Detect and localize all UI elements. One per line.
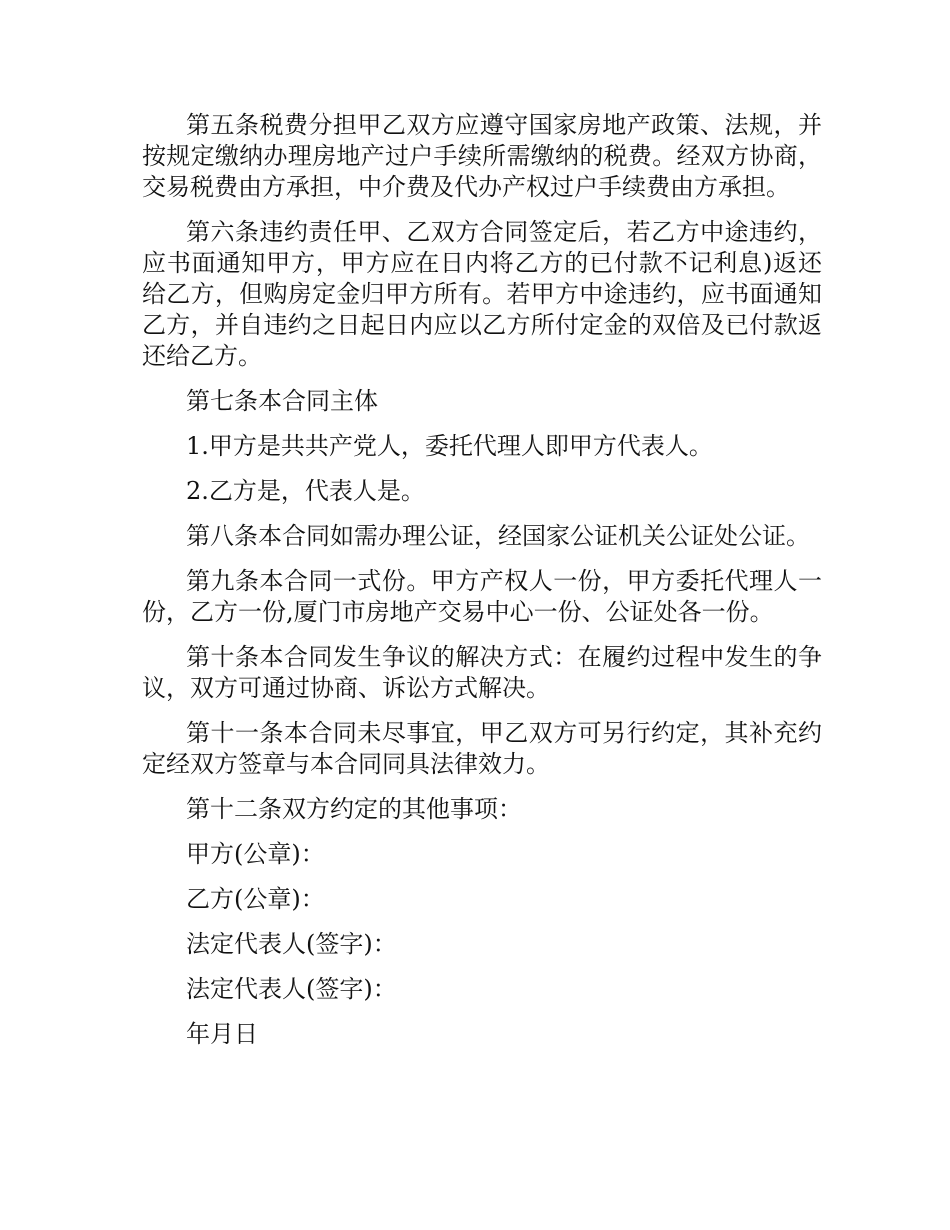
article-7-item-2: 2.乙方是，代表人是。 (186, 477, 425, 505)
article-11-supplementary: 第十一条本合同未尽事宜，甲乙双方可另行约定，其补充约定经双方签章与本合同同具法律效力。 (142, 719, 822, 778)
article-10-dispute-resolution: 第十条本合同发生争议的解决方式：在履约过程中发生的争议，双方可通过协商、诉讼方式解决。 (142, 643, 822, 702)
date-line: 年月日 (186, 1020, 258, 1048)
article-5-tax-fees: 第五条税费分担甲乙双方应遵守国家房地产政策、法规，并按规定缴纳办理房地产过户手续所需缴纳的税费。经双方协商，交易税费由方承担，中介费及代办产权过户手续费由方承担。 (142, 111, 822, 201)
party-a-seal-line: 甲方(公章)： (186, 840, 325, 868)
document-body (142, 110, 822, 1050)
article-12-other-matters: 第十二条双方约定的其他事项： (186, 795, 522, 823)
legal-representative-signature-line-b: 法定代表人(签字)： (186, 975, 397, 1003)
article-8-notarization: 第八条本合同如需办理公证，经国家公证机关公证处公证。 (186, 522, 810, 550)
legal-representative-signature-line-a: 法定代表人(签字)： (186, 930, 397, 958)
article-7-item-1: 1.甲方是共共产党人，委托代理人即甲方代表人。 (186, 432, 713, 460)
article-9-copies: 第九条本合同一式份。甲方产权人一份，甲方委托代理人一份，乙方一份,厦门市房地产交易中心一份、公证处各一份。 (142, 567, 822, 626)
party-b-seal-line: 乙方(公章)： (186, 885, 325, 913)
article-7-heading: 第七条本合同主体 (186, 387, 378, 415)
article-6-breach-liability: 第六条违约责任甲、乙双方合同签定后，若乙方中途违约，应书面通知甲方，甲方应在日内将乙方的已付款不记利息)返还给乙方，但购房定金归甲方所有。若甲方中途违约，应书面通知乙方，并自违约之日起日内应以乙方所付定金的双倍及已付款返还给乙方。 (142, 218, 822, 370)
